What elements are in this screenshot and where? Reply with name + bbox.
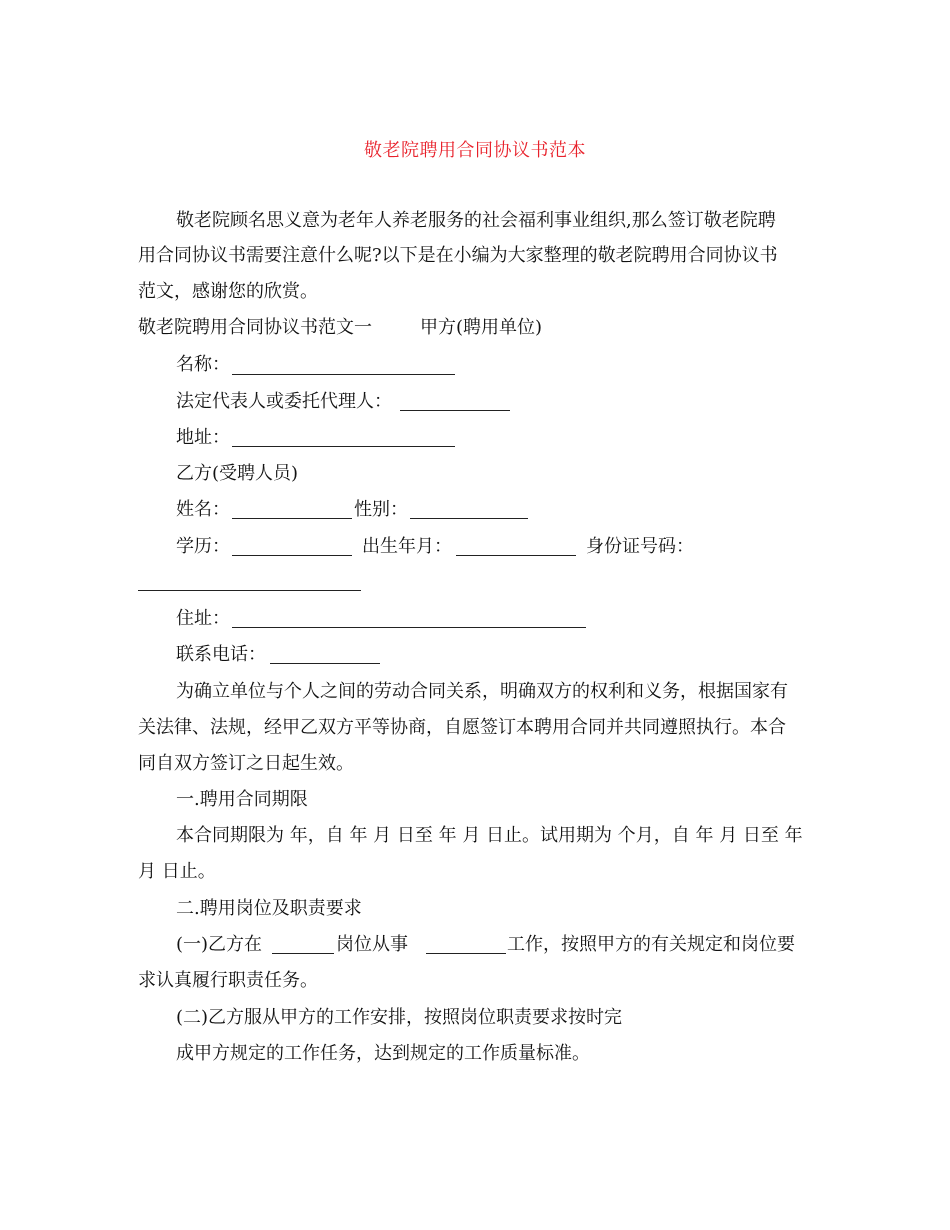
- party-b-phone-blank: [270, 663, 380, 664]
- party-b-residence-blank: [232, 627, 586, 628]
- party-a-address-label: 地址：: [176, 427, 230, 448]
- party-a-heading: 甲方(聘用单位): [420, 317, 543, 338]
- clause2-item1-part-c: 工作，按照甲方的有关规定和岗位要: [507, 934, 795, 955]
- party-b-name-label: 姓名：: [176, 499, 230, 520]
- section-heading: 敬老院聘用合同协议书范文一: [138, 317, 372, 338]
- preamble-line-2: 关法律、法规，经甲乙双方平等协商，自愿签订本聘用合同并共同遵照执行。本合: [138, 717, 786, 738]
- party-b-education-label: 学历：: [176, 536, 230, 557]
- intro-line-1: 敬老院顾名思义意为老年人养老服务的社会福利事业组织,那么签订敬老院聘: [176, 210, 776, 231]
- clause2-item1-part-a: (一)乙方在: [176, 934, 263, 955]
- clause2-work-blank: [426, 953, 506, 954]
- party-a-name-blank: [232, 374, 455, 375]
- clause1-line-1: 本合同期限为 年，自 年 月 日至 年 月 日止。试用期为 个月，自 年 月 日至 年: [176, 825, 803, 846]
- clause1-heading: 一.聘用合同期限: [176, 789, 308, 810]
- party-a-rep-blank: [400, 410, 510, 411]
- party-a-address-blank: [232, 446, 455, 447]
- party-b-gender-label: 性别：: [354, 499, 408, 520]
- intro-line-3: 范文，感谢您的欣赏。: [138, 281, 318, 302]
- party-b-phone-label: 联系电话：: [176, 644, 266, 665]
- party-b-id-blank: [138, 590, 361, 591]
- clause2-item2-line-1: (二)乙方服从甲方的工作安排，按照岗位职责要求按时完: [176, 1007, 623, 1028]
- clause2-post-blank: [272, 953, 334, 954]
- clause2-item2-line-2: 成甲方规定的工作任务，达到规定的工作质量标准。: [176, 1043, 590, 1064]
- party-a-name-label: 名称：: [176, 354, 230, 375]
- preamble-line-3: 同自双方签订之日起生效。: [138, 753, 354, 774]
- party-a-rep-label: 法定代表人或委托代理人：: [176, 391, 392, 412]
- party-b-name-blank: [232, 518, 352, 519]
- clause2-item1-part-b: 岗位从事: [336, 934, 408, 955]
- clause1-line-2: 月 日止。: [138, 861, 216, 882]
- party-b-education-blank: [232, 555, 352, 556]
- party-b-birth-blank: [456, 555, 576, 556]
- preamble-line-1: 为确立单位与个人之间的劳动合同关系，明确双方的权利和义务，根据国家有: [176, 681, 788, 702]
- intro-line-2: 用合同协议书需要注意什么呢?以下是在小编为大家整理的敬老院聘用合同协议书: [138, 245, 778, 266]
- party-b-birth-label: 出生年月：: [362, 536, 452, 557]
- document-title: 敬老院聘用合同协议书范本: [364, 140, 586, 161]
- clause2-item1-line-2: 求认真履行职责任务。: [138, 970, 318, 991]
- party-b-heading: 乙方(受聘人员): [176, 463, 299, 484]
- clause2-heading: 二.聘用岗位及职责要求: [176, 898, 362, 919]
- party-b-id-label: 身份证号码：: [586, 536, 694, 557]
- party-b-gender-blank: [410, 518, 528, 519]
- party-b-residence-label: 住址：: [176, 608, 230, 629]
